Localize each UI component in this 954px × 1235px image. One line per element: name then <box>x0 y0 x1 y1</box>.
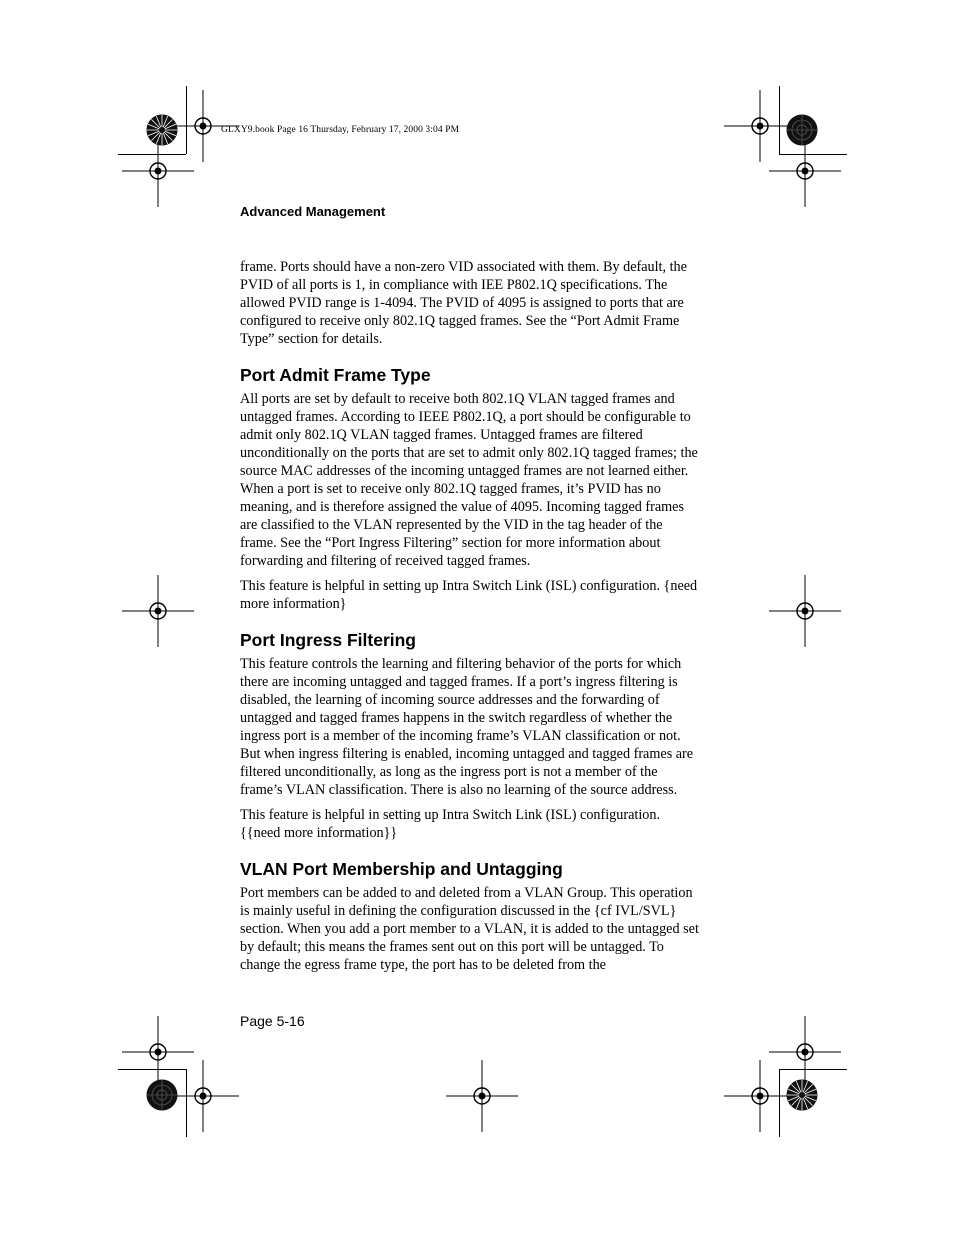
running-head: Advanced Management <box>240 204 386 219</box>
section-heading: VLAN Port Membership and Untagging <box>240 859 563 879</box>
section-heading: Port Admit Frame Type <box>240 365 431 385</box>
section-paragraph: This feature controls the learning and filtering behavior of the ports for which there are incoming untagged and tagged frames. If a port’s ingress filtering is disabled, the learning of incoming source addresses and the forwarding of untagged and tagged frames happens in the switch regardless of whether the ingress port is a member of the incoming frame’s VLAN classification or not. But when ingress filtering is enabled, incoming untagged and tagged frames are filtered unconditionally, as long as the ingress port is not a member of the frame’s VLAN classification. There is also no learning of the source address. <box>240 656 694 798</box>
section-paragraph: Port members can be added to and deleted from a VLAN Group. This operation is mainly useful in defining the configuration discussed in the {cf IVL/SVL} section. When you add a port member to a VLAN, it is added to the untagged set by default; this means the frames sent out on this port will be untagged. To change the egress frame type, the port has to be deleted from the <box>240 885 699 973</box>
slug-line: GLXY9.book Page 16 Thursday, February 17, 2000 3:04 PM <box>221 125 460 135</box>
page-number: Page 5-16 <box>240 1013 305 1029</box>
registration-mark-icon <box>446 1060 518 1132</box>
registration-mark-icon <box>769 575 841 647</box>
section-heading: Port Ingress Filtering <box>240 630 416 650</box>
star-target-icon <box>146 1079 178 1111</box>
section-paragraph: This feature is helpful in setting up Intra Switch Link (ISL) configuration. {need more information} <box>240 578 698 612</box>
registration-mark-icon <box>122 575 194 647</box>
body-text <box>240 258 700 974</box>
star-target-icon <box>786 1079 818 1111</box>
intro-paragraph: frame. Ports should have a non-zero VID associated with them. By default, the PVID of all ports is 1, in compliance with IEE P802.1Q specifications. The allowed PVID range is 1-4094. The PVID of 4095 is assigned to ports that are configured to receive only 802.1Q tagged frames. See the “Port Admit Frame Type” section for details. <box>240 259 687 347</box>
section-paragraph: This feature is helpful in setting up Intra Switch Link (ISL) configuration. {{need more information}} <box>240 807 661 841</box>
section-paragraph: All ports are set by default to receive both 802.1Q VLAN tagged frames and untagged frames. According to IEEE P802.1Q, a port should be configurable to admit only 802.1Q VLAN tagged frames. Untagged frames are filtered unconditionally on the ports that are set to admit only 802.1Q tagged frames; the source MAC addresses of the incoming untagged frames are not learned either. When a port is set to receive only 802.1Q tagged frames, it’s PVID has no meaning, and is therefore assigned the value of 4095. Incoming tagged frames are classified to the VLAN represented by the VID in the tag header of the frame. See the “Port Ingress Filtering” section for more information about forwarding and filtering of received tagged frames. <box>240 391 698 569</box>
star-target-icon <box>786 114 818 146</box>
star-target-icon <box>146 114 178 146</box>
